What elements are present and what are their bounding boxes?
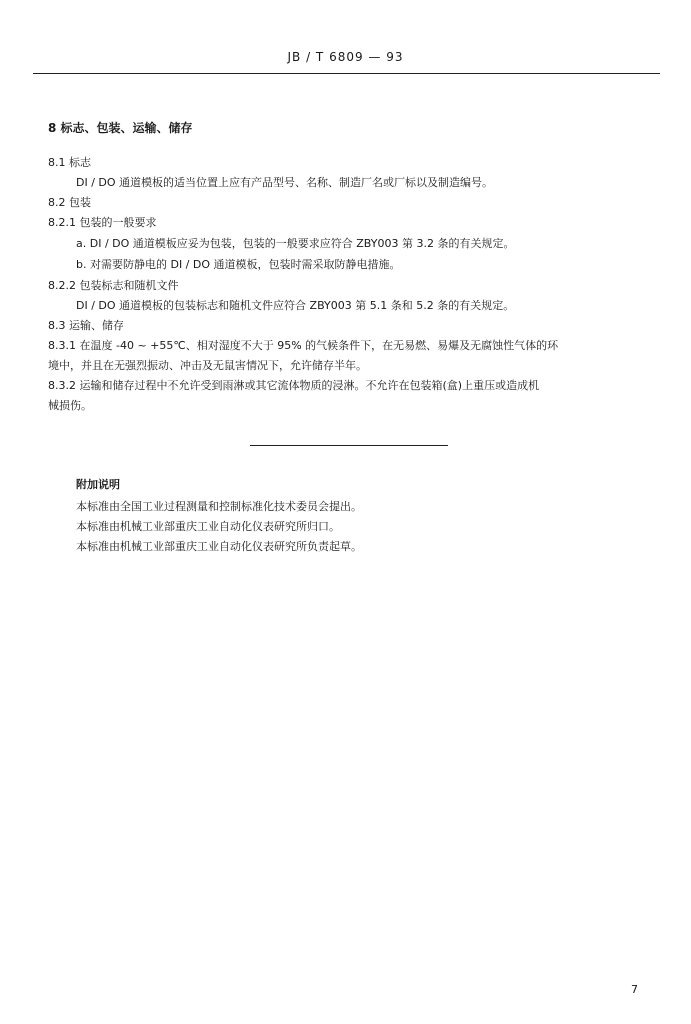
- section-title: 8 标志、包装、运输、储存: [48, 121, 193, 135]
- note-item: 本标准由全国工业过程测量和控制标准化技术委员会提出。: [76, 500, 362, 513]
- clause-text: 械损伤。: [48, 399, 92, 412]
- clause-text: b. 对需要防静电的 DI / DO 通道模板，包装时需采取防静电措施。: [76, 258, 401, 271]
- clause-heading: 8.2.2 包装标志和随机文件: [48, 279, 179, 292]
- header-rule: [33, 73, 660, 74]
- clause-text: DI / DO 通道模板的适当位置上应有产品型号、名称、制造厂名或厂标以及制造编号。: [76, 176, 494, 189]
- clause-heading: 8.3 运输、储存: [48, 319, 124, 332]
- notes-title: 附加说明: [76, 478, 120, 491]
- clause-heading: 8.2 包装: [48, 196, 91, 209]
- clause-heading: 8.2.1 包装的一般要求: [48, 216, 157, 229]
- clause-text: 境中，并且在无强烈振动、冲击及无鼠害情况下，允许储存半年。: [48, 359, 367, 372]
- clause-text: a. DI / DO 通道模板应妥为包装，包装的一般要求应符合 ZBY003 第 3.2 条的有关规定。: [76, 237, 515, 250]
- clause-text: 8.3.1 在温度 -40 ~ +55℃、相对湿度不大于 95% 的气候条件下，在无易燃、易爆及无腐蚀性气体的环: [48, 339, 559, 352]
- clause-heading: 8.1 标志: [48, 156, 91, 169]
- note-item: 本标准由机械工业部重庆工业自动化仪表研究所归口。: [76, 520, 340, 533]
- note-item: 本标准由机械工业部重庆工业自动化仪表研究所负责起草。: [76, 540, 362, 553]
- standard-code: JB / T 6809 — 93: [287, 50, 404, 64]
- clause-text: 8.3.2 运输和储存过程中不允许受到雨淋或其它流体物质的浸淋。不允许在包装箱(盒)上重压或造成机: [48, 379, 540, 392]
- clause-text: DI / DO 通道模板的包装标志和随机文件应符合 ZBY003 第 5.1 条和 5.2 条的有关规定。: [76, 299, 515, 312]
- section-divider: [250, 445, 448, 446]
- page-number: 7: [631, 983, 638, 996]
